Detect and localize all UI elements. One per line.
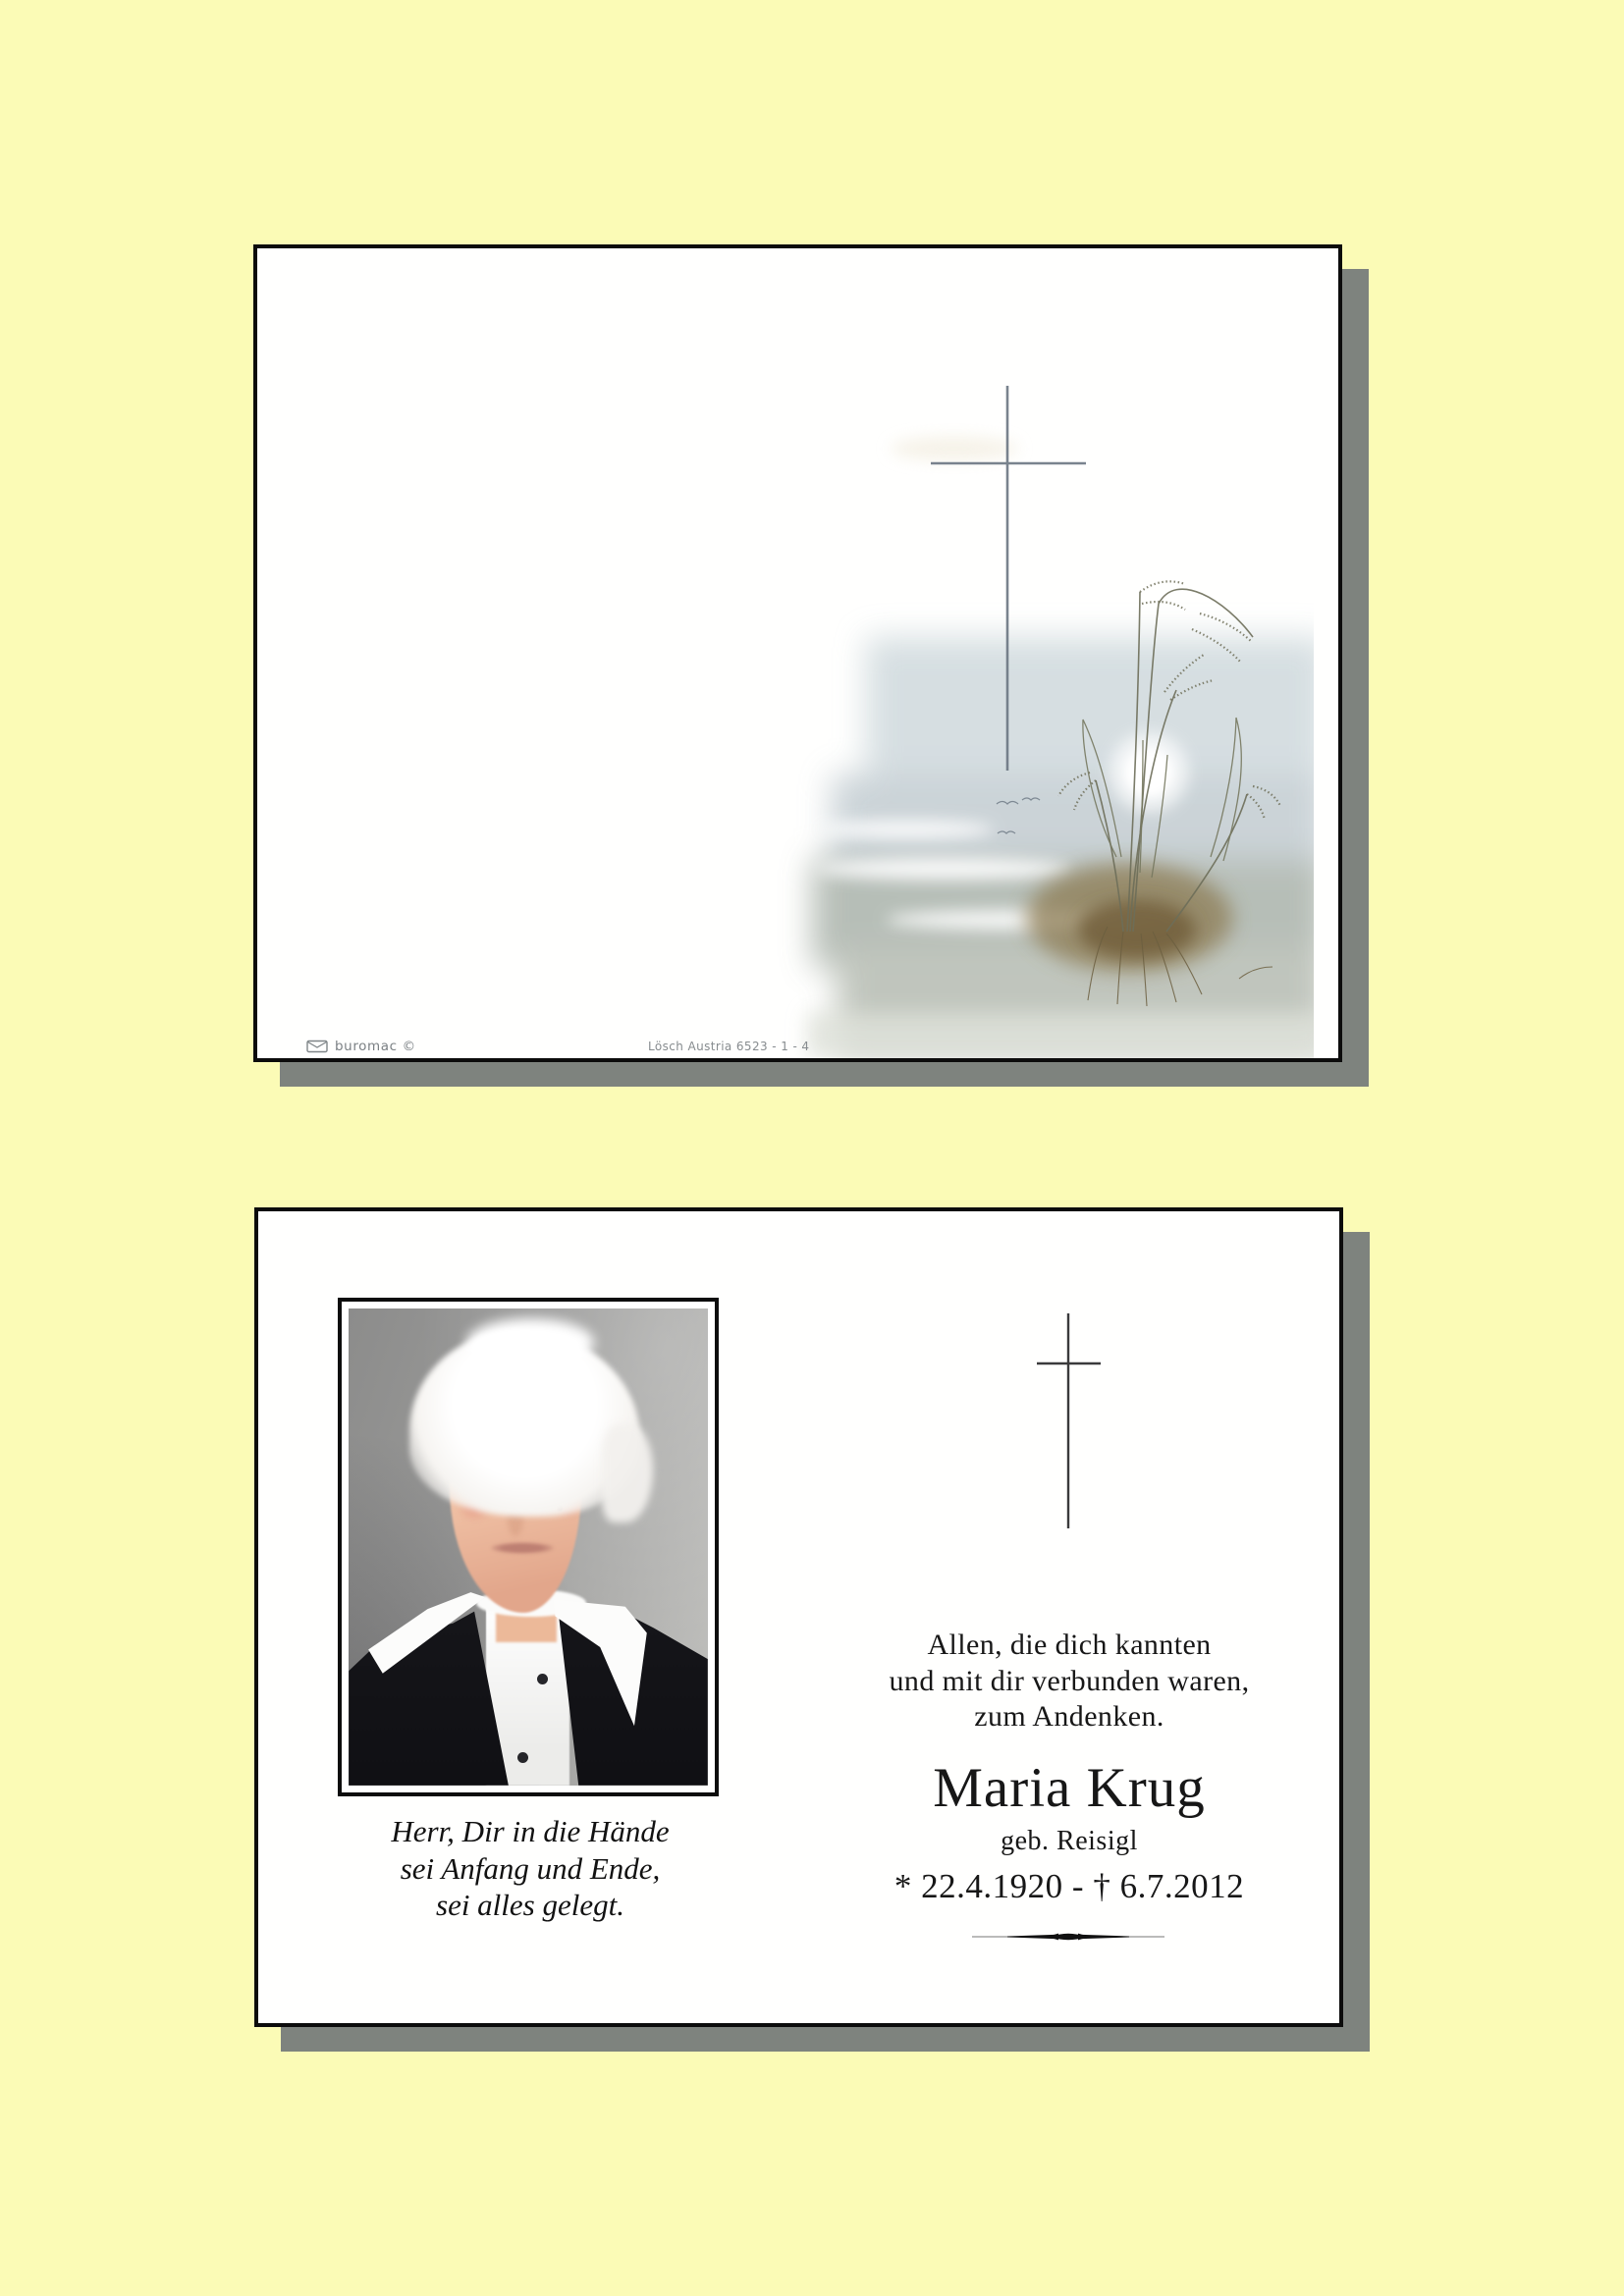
- mouth: [491, 1542, 554, 1554]
- portrait-photo: [349, 1308, 708, 1786]
- dedication-line: Allen, die dich kannten: [927, 1629, 1212, 1661]
- shirt-button: [517, 1752, 528, 1763]
- buromac-logo-icon: [306, 1040, 328, 1053]
- caption-line: Herr, Dir in die Hände: [391, 1814, 670, 1848]
- caption-line: sei alles gelegt.: [436, 1888, 624, 1922]
- publisher-name: buromac ©: [335, 1039, 416, 1054]
- life-dates: * 22.4.1920 - † 6.7.2012: [893, 1867, 1245, 1905]
- dedication-text: [804, 1628, 1334, 1735]
- publisher-mark: [306, 1038, 416, 1055]
- dedication-line: zum Andenken.: [974, 1700, 1164, 1733]
- sun: [1110, 733, 1188, 812]
- portrait-frame: [338, 1298, 719, 1796]
- hair-highlight: [466, 1318, 594, 1367]
- grass-tuft: [1026, 864, 1232, 972]
- watercolor-washes: [807, 637, 1327, 1058]
- shirt-button: [537, 1674, 548, 1684]
- cross-and-reeds-watercolor: [257, 248, 1338, 1058]
- memorial-text-column: [804, 1211, 1334, 2023]
- memorial-card-front: [253, 244, 1342, 1062]
- maiden-name: geb. Reisigl: [1001, 1826, 1138, 1856]
- dedication-line: und mit dir verbunden waren,: [889, 1664, 1250, 1697]
- deceased-name: Maria Krug: [933, 1757, 1206, 1819]
- photo-caption: [314, 1813, 746, 1924]
- memorial-card-inside: [254, 1207, 1343, 2027]
- ornamental-divider: [970, 1930, 1166, 1944]
- caption-line: sei Anfang und Ende,: [400, 1850, 661, 1886]
- print-code: Lösch Austria 6523 - 1 - 4: [648, 1040, 810, 1053]
